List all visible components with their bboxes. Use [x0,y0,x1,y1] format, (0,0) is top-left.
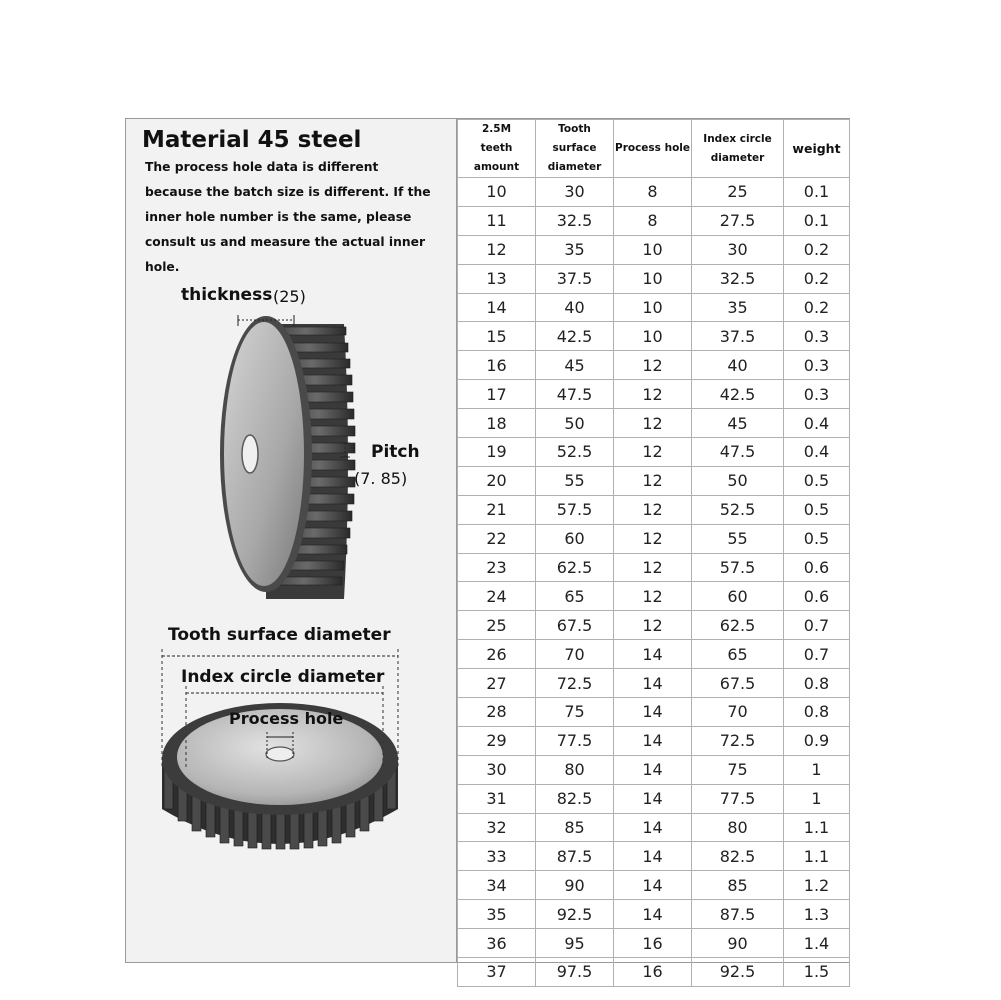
process-hole-cell: 12 [614,380,692,409]
weight-cell: 0.6 [784,582,850,611]
tooth-surface-diameter-cell: 50 [536,409,614,438]
weight-cell: 0.7 [784,611,850,640]
material-title: Material 45 steel [142,127,362,153]
weight-cell: 1 [784,755,850,784]
teeth-amount-cell: 24 [458,582,536,611]
process-hole-cell: 14 [614,784,692,813]
tooth-surface-diameter-cell: 92.5 [536,900,614,929]
weight-cell: 0.1 [784,178,850,207]
thickness-label: thickness [181,285,273,305]
teeth-amount-cell: 17 [458,380,536,409]
process-hole-cell: 12 [614,524,692,553]
weight-cell: 0.8 [784,698,850,727]
spec-sheet [125,118,850,982]
process-hole-cell: 14 [614,842,692,871]
teeth-amount-cell: 12 [458,235,536,264]
process-hole-cell: 12 [614,582,692,611]
index-circle-diameter-cell: 47.5 [692,438,784,467]
tooth-surface-diameter-cell: 62.5 [536,553,614,582]
teeth-amount-cell: 19 [458,438,536,467]
index-circle-diameter-cell: 60 [692,582,784,611]
process-hole-cell: 14 [614,669,692,698]
index-circle-diameter-cell: 35 [692,293,784,322]
process-hole-cell: 12 [614,611,692,640]
index-circle-diameter-cell: 27.5 [692,206,784,235]
gear-spec-table [457,119,850,987]
teeth-amount-cell: 29 [458,726,536,755]
upper-gear [220,315,355,599]
table-row [458,264,850,293]
info-panel [126,119,457,962]
process-hole-cell: 14 [614,755,692,784]
tooth-surface-diameter-cell: 42.5 [536,322,614,351]
teeth-amount-cell: 13 [458,264,536,293]
table-row [458,206,850,235]
table-row [458,409,850,438]
index-circle-diameter-cell: 92.5 [692,958,784,987]
process-hole-cell: 14 [614,726,692,755]
weight-cell: 0.9 [784,726,850,755]
teeth-amount-cell: 14 [458,293,536,322]
process-hole-cell: 12 [614,409,692,438]
process-hole-cell: 16 [614,958,692,987]
table-row [458,958,850,987]
table-row [458,524,850,553]
table-row [458,871,850,900]
index-circle-diameter-label: Index circle diameter [181,667,385,687]
teeth-amount-cell: 34 [458,871,536,900]
table-row [458,698,850,727]
teeth-amount-cell: 26 [458,640,536,669]
index-circle-diameter-cell: 30 [692,235,784,264]
process-hole-cell: 8 [614,206,692,235]
weight-cell: 0.6 [784,553,850,582]
table-row [458,178,850,207]
tooth-surface-diameter-cell: 97.5 [536,958,614,987]
index-circle-diameter-cell: 65 [692,640,784,669]
header-tooth-surface-diameter: Tooth surface diameter [536,120,614,178]
tooth-surface-diameter-cell: 72.5 [536,669,614,698]
tooth-surface-diameter-cell: 77.5 [536,726,614,755]
teeth-amount-cell: 35 [458,900,536,929]
process-hole-note: The process hole data is different because the batch size is different. If the inner hole number is the same, please consult us and measure the actual inner hole. [145,160,431,274]
process-hole-cell: 12 [614,351,692,380]
weight-cell: 0.2 [784,293,850,322]
index-circle-diameter-cell: 57.5 [692,553,784,582]
teeth-amount-cell: 16 [458,351,536,380]
table-row [458,351,850,380]
weight-cell: 0.8 [784,669,850,698]
teeth-amount-cell: 31 [458,784,536,813]
process-hole-cell: 10 [614,293,692,322]
process-hole-cell: 14 [614,698,692,727]
index-circle-diameter-cell: 42.5 [692,380,784,409]
teeth-amount-cell: 22 [458,524,536,553]
teeth-amount-cell: 18 [458,409,536,438]
weight-cell: 0.5 [784,466,850,495]
tooth-surface-diameter-cell: 40 [536,293,614,322]
tooth-surface-diameter-cell: 80 [536,755,614,784]
header-weight: weight [784,120,850,178]
weight-cell: 0.4 [784,438,850,467]
teeth-amount-cell: 25 [458,611,536,640]
tooth-surface-diameter-cell: 57.5 [536,495,614,524]
tooth-surface-diameter-cell: 47.5 [536,380,614,409]
table-row [458,495,850,524]
index-circle-diameter-cell: 55 [692,524,784,553]
weight-cell: 0.2 [784,235,850,264]
process-hole-cell: 12 [614,495,692,524]
process-hole-cell: 12 [614,438,692,467]
weight-cell: 1.2 [784,871,850,900]
header-process-hole: Process hole [614,120,692,178]
tooth-surface-diameter-label: Tooth surface diameter [168,625,391,645]
header-teeth-amount: 2.5M teeth amount [458,120,536,178]
index-circle-diameter-cell: 75 [692,755,784,784]
index-circle-diameter-cell: 37.5 [692,322,784,351]
table-header-row [458,120,850,178]
table-row [458,784,850,813]
index-circle-diameter-cell: 67.5 [692,669,784,698]
header-index-circle-diameter: Index circle diameter [692,120,784,178]
tooth-surface-diameter-cell: 55 [536,466,614,495]
table-row [458,611,850,640]
table-row [458,929,850,958]
weight-cell: 0.1 [784,206,850,235]
process-hole-cell: 12 [614,553,692,582]
pitch-label: Pitch [371,442,420,462]
weight-cell: 1.4 [784,929,850,958]
process-hole-cell: 14 [614,871,692,900]
tooth-surface-diameter-cell: 85 [536,813,614,842]
table-body [458,178,850,987]
tooth-surface-diameter-cell: 52.5 [536,438,614,467]
teeth-amount-cell: 27 [458,669,536,698]
table-row [458,726,850,755]
teeth-amount-cell: 23 [458,553,536,582]
table-row [458,322,850,351]
tooth-surface-diameter-cell: 82.5 [536,784,614,813]
tooth-surface-diameter-cell: 60 [536,524,614,553]
index-circle-diameter-cell: 40 [692,351,784,380]
table-row [458,900,850,929]
process-hole-cell: 10 [614,235,692,264]
weight-cell: 0.2 [784,264,850,293]
table-row [458,842,850,871]
tooth-surface-diameter-cell: 67.5 [536,611,614,640]
table-row [458,438,850,467]
index-circle-diameter-cell: 72.5 [692,726,784,755]
index-circle-diameter-cell: 25 [692,178,784,207]
index-circle-diameter-cell: 80 [692,813,784,842]
table-row [458,235,850,264]
table-row [458,293,850,322]
weight-cell: 0.3 [784,351,850,380]
teeth-amount-cell: 20 [458,466,536,495]
index-circle-diameter-cell: 90 [692,929,784,958]
table-row [458,466,850,495]
index-circle-diameter-cell: 87.5 [692,900,784,929]
table-row [458,813,850,842]
teeth-amount-cell: 21 [458,495,536,524]
teeth-amount-cell: 36 [458,929,536,958]
tooth-surface-diameter-cell: 90 [536,871,614,900]
teeth-amount-cell: 15 [458,322,536,351]
process-hole-cell: 14 [614,640,692,669]
table-row [458,582,850,611]
tooth-surface-diameter-cell: 70 [536,640,614,669]
index-circle-diameter-cell: 50 [692,466,784,495]
weight-cell: 1.5 [784,958,850,987]
weight-cell: 0.3 [784,380,850,409]
process-hole-cell: 16 [614,929,692,958]
tooth-surface-diameter-cell: 87.5 [536,842,614,871]
process-hole-cell: 14 [614,813,692,842]
process-hole-cell: 14 [614,900,692,929]
weight-cell: 1.1 [784,842,850,871]
weight-cell: 0.5 [784,495,850,524]
tooth-surface-diameter-cell: 35 [536,235,614,264]
teeth-amount-cell: 32 [458,813,536,842]
index-circle-diameter-cell: 70 [692,698,784,727]
index-circle-diameter-cell: 62.5 [692,611,784,640]
tooth-surface-diameter-cell: 30 [536,178,614,207]
tooth-surface-diameter-cell: 45 [536,351,614,380]
weight-cell: 0.4 [784,409,850,438]
teeth-amount-cell: 28 [458,698,536,727]
thickness-value: (25) [273,287,306,306]
weight-cell: 1 [784,784,850,813]
tooth-surface-diameter-cell: 65 [536,582,614,611]
table-row [458,553,850,582]
weight-cell: 0.7 [784,640,850,669]
teeth-amount-cell: 11 [458,206,536,235]
teeth-amount-cell: 33 [458,842,536,871]
teeth-amount-cell: 10 [458,178,536,207]
table-row [458,640,850,669]
table-row [458,669,850,698]
index-circle-diameter-cell: 45 [692,409,784,438]
tooth-surface-diameter-cell: 37.5 [536,264,614,293]
index-circle-diameter-cell: 77.5 [692,784,784,813]
index-circle-diameter-cell: 85 [692,871,784,900]
teeth-amount-cell: 30 [458,755,536,784]
index-circle-diameter-cell: 32.5 [692,264,784,293]
weight-cell: 0.5 [784,524,850,553]
index-circle-diameter-cell: 82.5 [692,842,784,871]
table-row [458,380,850,409]
process-hole-cell: 8 [614,178,692,207]
table-row [458,755,850,784]
index-circle-diameter-cell: 52.5 [692,495,784,524]
weight-cell: 1.1 [784,813,850,842]
tooth-surface-diameter-cell: 95 [536,929,614,958]
weight-cell: 0.3 [784,322,850,351]
tooth-surface-diameter-cell: 32.5 [536,206,614,235]
pitch-value: (7. 85) [354,469,408,488]
gear-illustration [126,119,456,962]
process-hole-cell: 10 [614,322,692,351]
tooth-surface-diameter-cell: 75 [536,698,614,727]
process-hole-cell: 10 [614,264,692,293]
weight-cell: 1.3 [784,900,850,929]
process-hole-cell: 12 [614,466,692,495]
teeth-amount-cell: 37 [458,958,536,987]
process-hole-label: Process hole [229,709,344,728]
